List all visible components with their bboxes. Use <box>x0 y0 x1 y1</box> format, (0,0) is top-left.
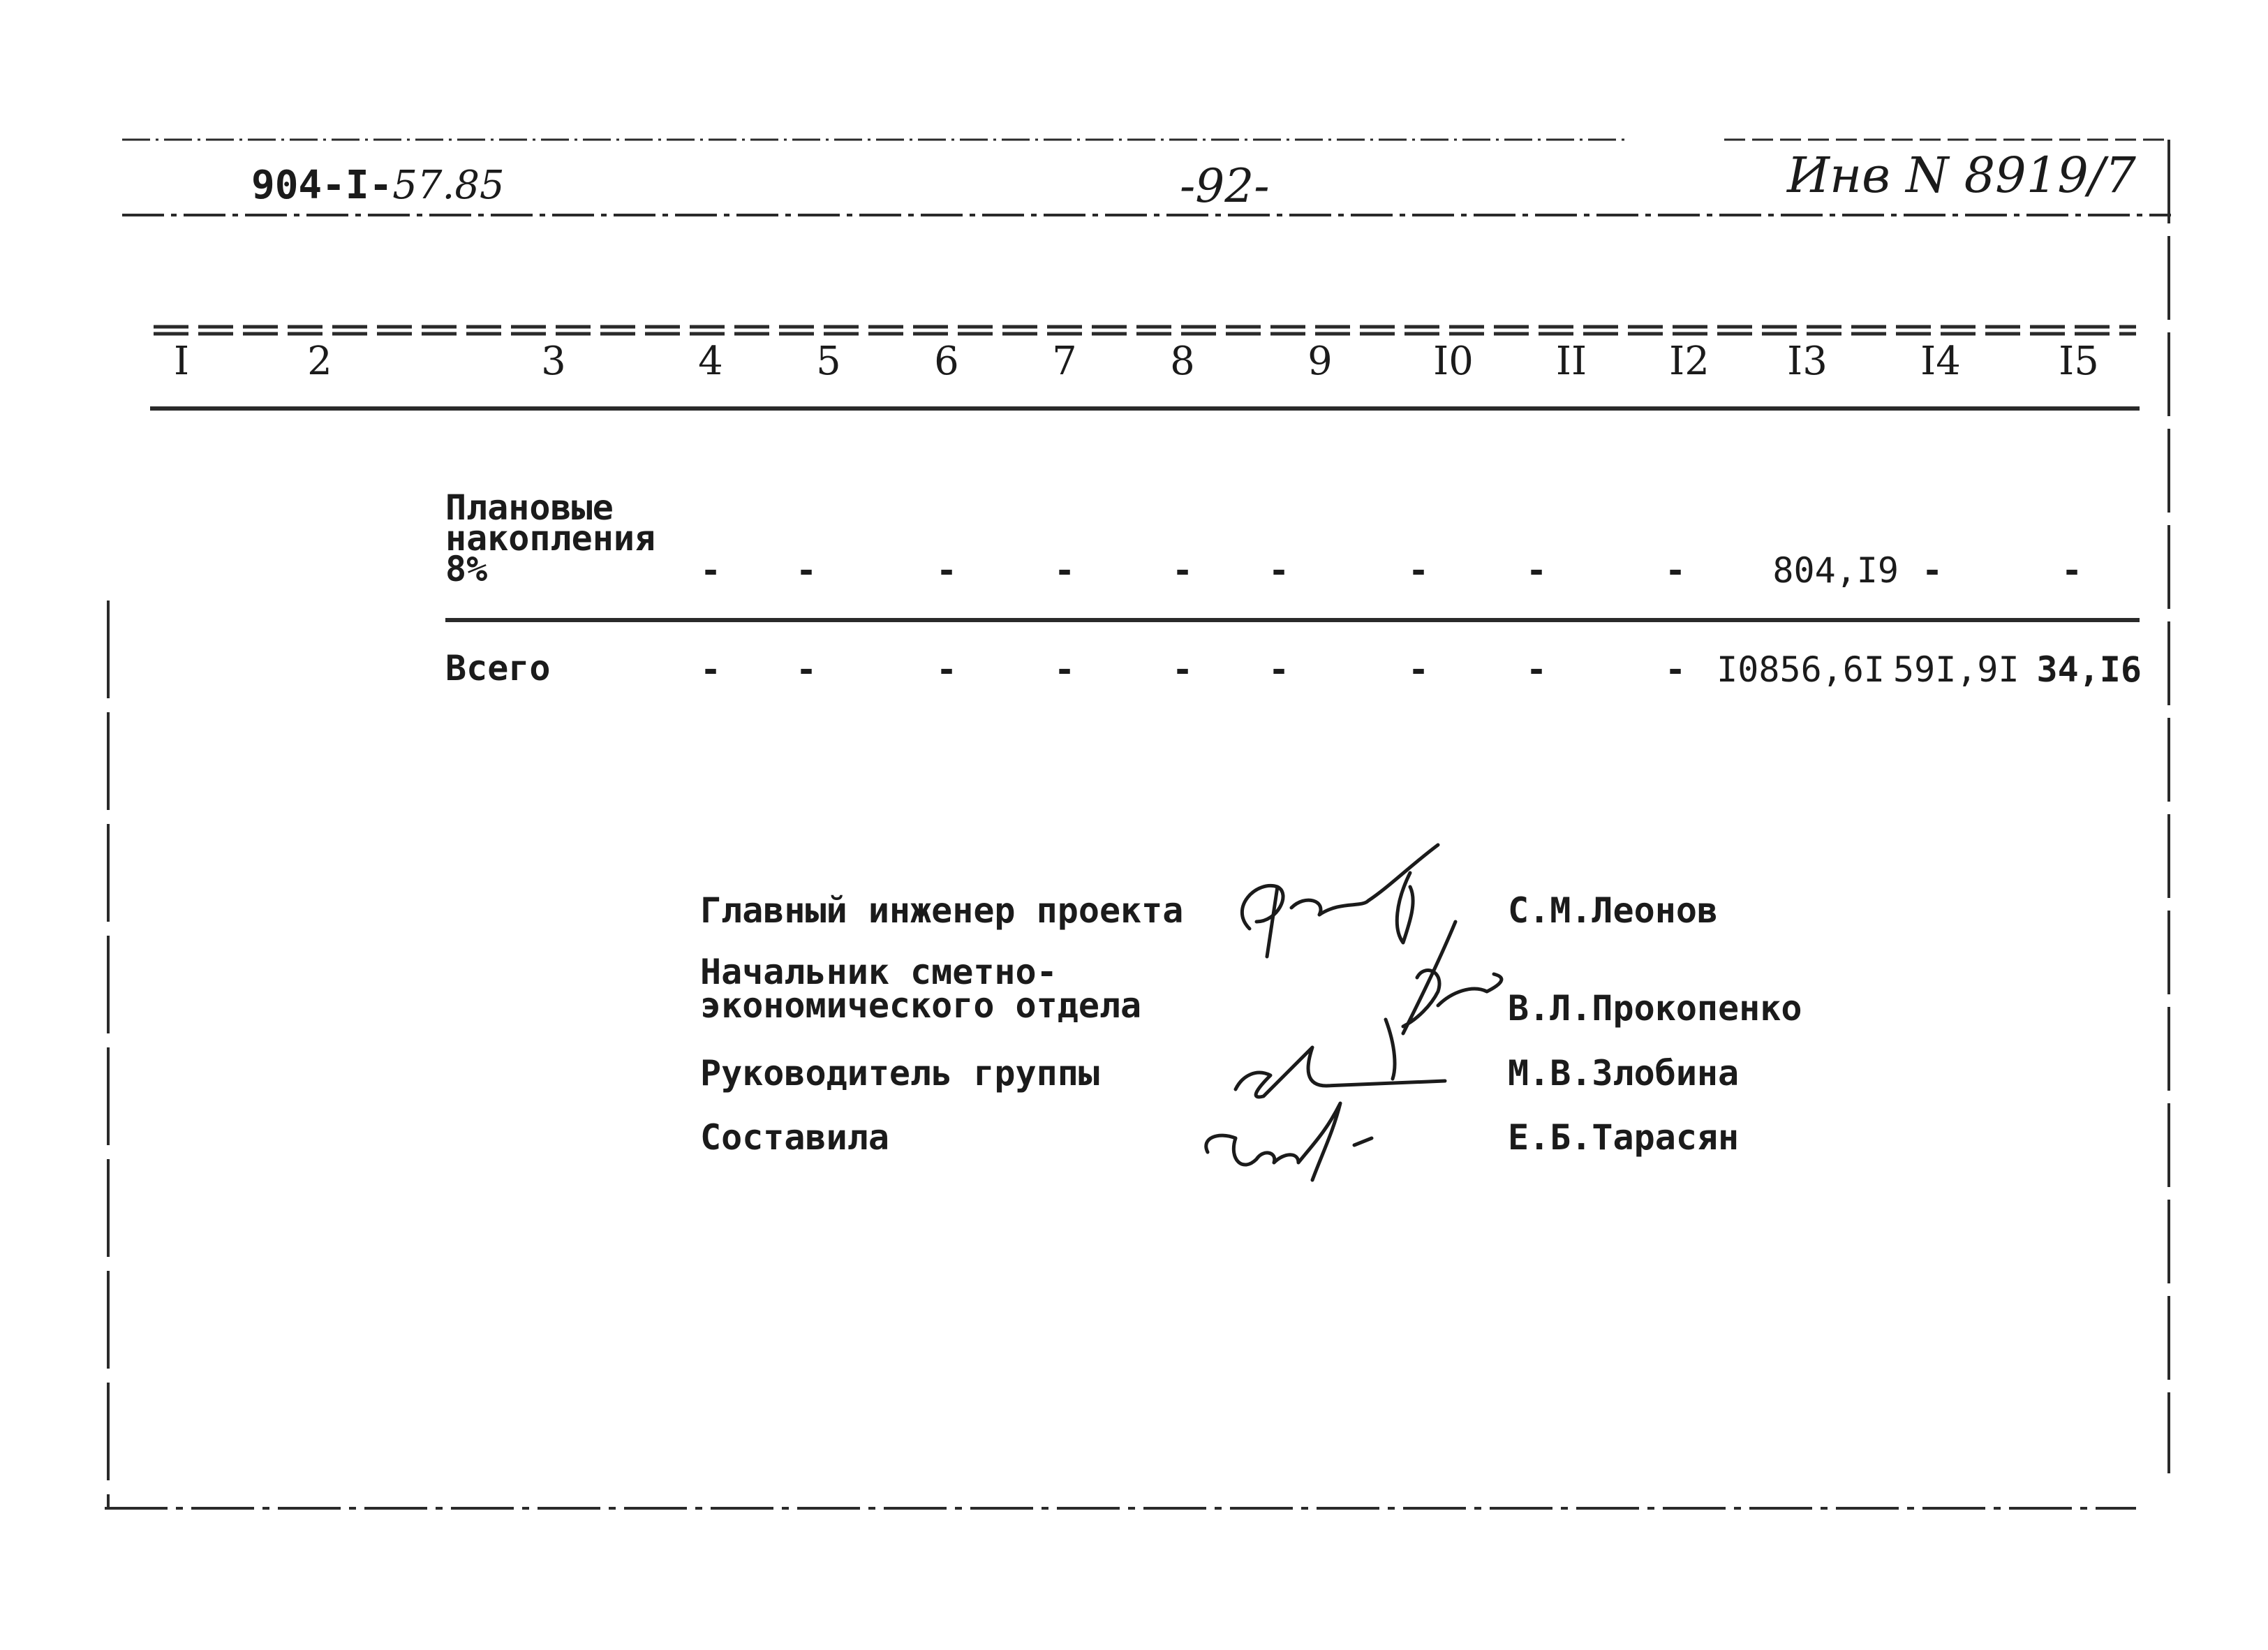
table-cell: - <box>1268 649 1290 690</box>
table-cell: - <box>1171 649 1194 690</box>
table-cell-col13: I0856,6I <box>1717 649 1885 690</box>
signature-2 <box>1386 922 1502 1079</box>
table-cell: - <box>1664 550 1687 591</box>
table-cell: - <box>1171 550 1194 591</box>
table-cell: - <box>935 649 958 690</box>
column-number: 4 <box>698 339 723 384</box>
table-cell: - <box>1525 649 1548 690</box>
table-cell-col13: 804,I9 <box>1772 550 1899 591</box>
signatory-title: Составила <box>700 1117 889 1158</box>
column-number: I <box>173 339 190 384</box>
column-number: I2 <box>1669 339 1710 384</box>
table-cell-col15: 34,I6 <box>2036 649 2142 690</box>
doc-code-printed: 904-I- <box>251 163 393 208</box>
inventory-number: Инв N 8919/7 <box>1787 147 2136 204</box>
table-cell: - <box>1053 550 1076 591</box>
table-cell: - <box>1053 649 1076 690</box>
column-number: 9 <box>1307 339 1333 384</box>
table-cell: - <box>1268 550 1290 591</box>
row-label-line: Всего <box>445 648 551 688</box>
column-number: I0 <box>1433 339 1474 384</box>
table-cell: - <box>1525 550 1548 591</box>
column-number: 5 <box>816 339 841 384</box>
signatory-title-line: Начальник сметно- <box>700 952 1058 992</box>
table-cell: - <box>699 550 722 591</box>
column-number: I5 <box>2059 339 2099 384</box>
column-number: II <box>1555 339 1587 384</box>
signatory-title: Главный инженер проекта <box>700 890 1184 931</box>
column-number: I4 <box>1920 339 1961 384</box>
signature-3 <box>1236 1047 1445 1097</box>
signatory-name: Е.Б.Тарасян <box>1508 1117 1740 1158</box>
page-number: -92- <box>1180 159 1270 213</box>
table-cell: - <box>1407 649 1430 690</box>
table-cell: - <box>699 649 722 690</box>
signatory-name: М.В.Злобина <box>1508 1053 1740 1093</box>
column-number: I3 <box>1787 339 1828 384</box>
table-cell-col14: - <box>1921 550 1943 591</box>
signatory-title-line: экономического отдела <box>700 985 1142 1026</box>
column-number: 3 <box>541 339 566 384</box>
table-cell-col15: - <box>2061 550 2083 591</box>
table-cell-col14: 59I,9I <box>1893 649 2019 690</box>
signatory-title: Руководитель группы <box>700 1053 1099 1093</box>
table-cell: - <box>935 550 958 591</box>
table-cell: - <box>795 550 817 591</box>
row-label-line: накопления <box>445 518 656 559</box>
signatory-name: В.Л.Прокопенко <box>1508 988 1802 1029</box>
signatory-name: С.М.Леонов <box>1508 890 1719 931</box>
doc-code-handwritten: 57.85 <box>392 163 505 208</box>
row-label-line: 8% <box>445 549 488 589</box>
column-number: 7 <box>1052 339 1077 384</box>
signature-4 <box>1206 1103 1372 1180</box>
column-number: 6 <box>934 339 959 384</box>
column-number: 8 <box>1170 339 1195 384</box>
row-label-line: Плановые <box>445 487 614 528</box>
signature-1 <box>1242 845 1438 957</box>
table-cell: - <box>1407 550 1430 591</box>
table-cell: - <box>1664 649 1687 690</box>
column-number: 2 <box>307 339 332 384</box>
table-cell: - <box>795 649 817 690</box>
